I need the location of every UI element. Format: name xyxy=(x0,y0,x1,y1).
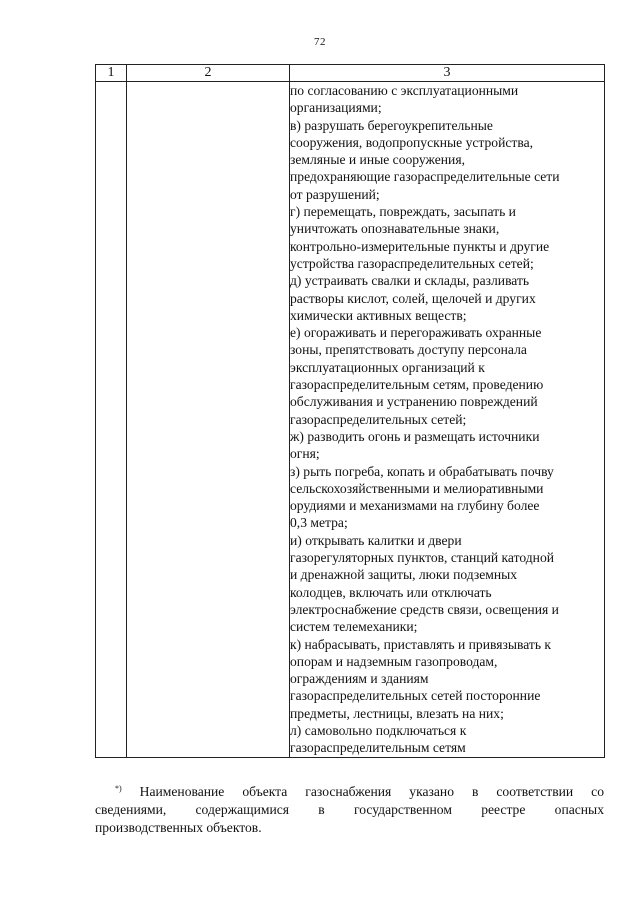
text-line: колодцев, включать или отключать xyxy=(290,584,492,600)
text-line: огня; xyxy=(290,446,320,462)
text-line: от разрушений; xyxy=(290,186,380,202)
text-line: газорегуляторных пунктов, станций катодной xyxy=(290,550,555,566)
text-line: предметы, лестницы, влезать на них; xyxy=(290,705,504,721)
footnote-line-3: производственных объектов. xyxy=(95,820,262,835)
footnote-marker: *) xyxy=(115,784,122,793)
text-line: растворы кислот, солей, щелочей и других xyxy=(290,290,536,306)
text-line: 0,3 метра; xyxy=(290,515,348,531)
text-line: предохраняющие газораспределительные сети xyxy=(290,169,560,185)
footnote-text-1: Наименование объекта газоснабжения указано в соответствии со xyxy=(139,784,604,799)
text-line: газораспределительных сетей; xyxy=(290,411,467,427)
text-line: организациями; xyxy=(290,100,382,116)
text-line: газораспределительным сетям, проведению xyxy=(290,377,544,393)
footnote-line-1 xyxy=(95,780,604,801)
text-line: обслуживания и устранению повреждений xyxy=(290,394,538,410)
text-line: устройства газораспределительных сетей; xyxy=(290,255,534,271)
text-line: опорам и надземным газопроводам, xyxy=(290,653,498,669)
text-line: и) открывать калитки и двери xyxy=(290,532,462,548)
cell-column-2 xyxy=(127,82,290,758)
footnote xyxy=(95,780,604,837)
text-line: е) огораживать и перегораживать охранные xyxy=(290,325,542,341)
table-header-row xyxy=(96,65,605,82)
text-line: сельскохозяйственными и мелиоративными xyxy=(290,480,544,496)
text-line: эксплуатационных организаций к xyxy=(290,359,485,375)
text-line: газораспределительным сетям xyxy=(290,740,466,756)
text-line: электроснабжение средств связи, освещения и xyxy=(290,601,559,617)
text-line: в) разрушать берегоукрепительные xyxy=(290,117,493,133)
text-line: з) рыть погреба, копать и обрабатывать почву xyxy=(290,463,554,479)
text-line: уничтожать опознавательные знаки, xyxy=(290,221,500,237)
text-line: л) самовольно подключаться к xyxy=(290,722,467,738)
text-line: к) набрасывать, приставлять и привязывать к xyxy=(290,636,552,652)
text-line: систем телемеханики; xyxy=(290,619,418,635)
column-header-1: 1 xyxy=(96,65,127,82)
cell-column-3 xyxy=(290,82,605,758)
text-line: земляные и иные сооружения, xyxy=(290,152,465,168)
text-line: химически активных веществ; xyxy=(290,307,467,323)
text-line: сооружения, водопропускные устройства, xyxy=(290,134,534,150)
text-line: г) перемещать, повреждать, засыпать и xyxy=(290,204,516,220)
text-line: орудиями и механизмами на глубину более xyxy=(290,498,540,514)
table-row xyxy=(96,82,605,758)
page-number: 72 xyxy=(314,36,326,48)
text-line: газораспределительных сетей посторонние xyxy=(290,688,541,704)
text-line: зоны, препятствовать доступу персонала xyxy=(290,342,527,358)
text-line: контрольно-измерительные пункты и другие xyxy=(290,238,550,254)
text-line: ж) разводить огонь и размещать источники xyxy=(290,428,540,444)
footnote-line-2: сведениями, содержащимися в государственном реестре опасных xyxy=(95,802,604,817)
text-line: д) устраивать свалки и склады, разливать xyxy=(290,273,530,289)
text-line: ограждениям и зданиям xyxy=(290,671,429,687)
column-header-3: 3 xyxy=(290,65,605,82)
text-line: по согласованию с эксплуатационными xyxy=(290,83,519,98)
document-table xyxy=(95,64,605,758)
text-line: и дренажной защиты, люки подземных xyxy=(290,567,518,583)
cell-column-1 xyxy=(96,82,127,758)
column-header-2: 2 xyxy=(127,65,290,82)
